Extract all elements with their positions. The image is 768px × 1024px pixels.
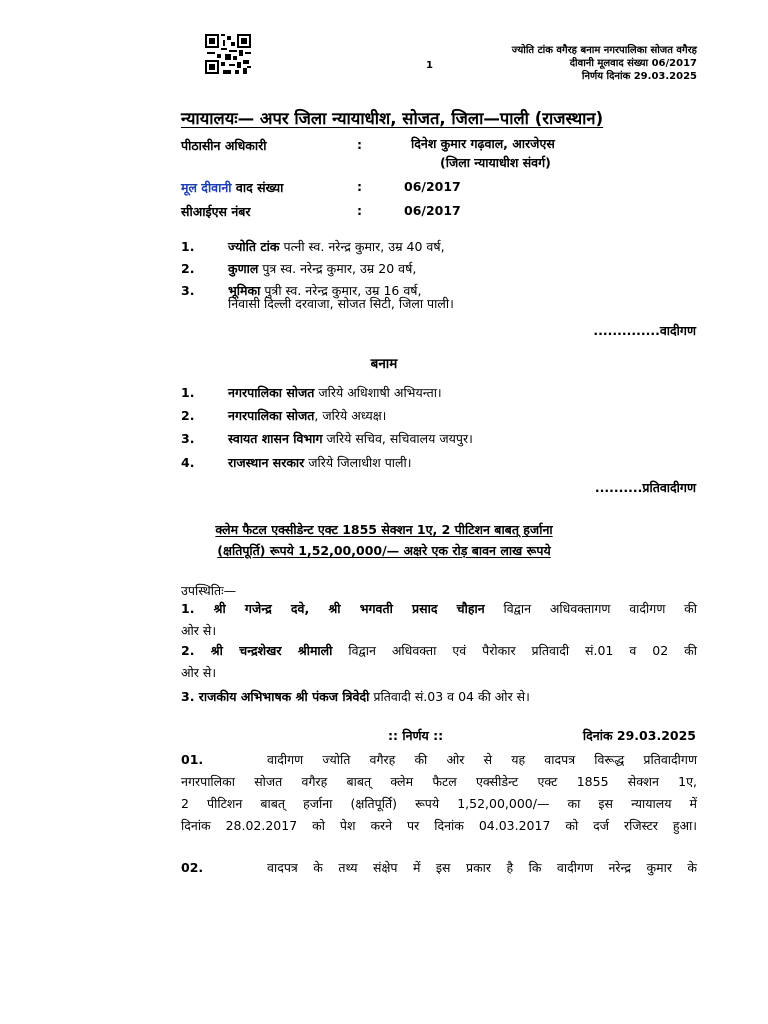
appearance-line (181, 640, 697, 662)
appearance-counsel: 2. श्री चन्द्रशेखर श्रीमाली (181, 643, 333, 658)
paragraph-line: नगरपालिका सोजत वगैरह बाबत् क्लेम फैटल एक्सीडेन्ट एक्ट 1855 सेक्शन 1ए, (181, 774, 697, 789)
appearance-counsel: 3. राजकीय अभिभाषक श्री पंकज त्रिवेदी (181, 689, 370, 704)
plaintiff-number: 1. (181, 239, 195, 254)
plaintiff-number: 3. (181, 283, 195, 298)
suit-label-highlight: मूल दीवानी (181, 180, 232, 195)
judgment-paragraph (181, 749, 697, 837)
suit-number-label (181, 179, 283, 196)
paragraph-text: वादीगण ज्योति वगैरह की ओर से यह वादपत्र विरूद्ध प्रतिवादीगण (267, 752, 697, 767)
appearance-detail: विद्वान अधिवक्ता एवं पैरोकार प्रतिवादी सं.01 व 02 की (332, 643, 697, 658)
suit-number-value: 06/2017 (404, 179, 461, 194)
plaintiff-item (228, 238, 445, 255)
defendant-number: 3. (181, 431, 195, 446)
defendant-name: स्वायत शासन विभाग (228, 431, 323, 446)
paragraph-line: 2 पीटिशन बाबत् हर्जाना (क्षतिपूर्ति) रूपये 1,52,00,000/— का इस न्यायालय में (181, 796, 697, 811)
defendant-item (228, 430, 473, 447)
judgment-paragraph (181, 857, 697, 879)
plaintiff-name: ज्योति टांक (228, 239, 280, 254)
defendant-number: 1. (181, 385, 195, 400)
claim-title-line-1: क्लेम फैटल एक्सीडेन्ट एक्ट 1855 सेक्शन 1ए, 2 पीटिशन बाबत् हर्जाना (215, 522, 553, 537)
appearance-heading: उपस्थितिः— (181, 583, 237, 598)
suit-colon: : (357, 179, 362, 194)
appearance-detail: प्रतिवादी सं.03 व 04 की ओर से। (369, 689, 530, 704)
judgment-date: दिनांक 29.03.2025 (582, 728, 696, 743)
defendant-name: नगरपालिका सोजत (228, 408, 315, 423)
plaintiff-detail: पुत्र स्व. नरेन्द्र कुमार, उम्र 20 वर्ष, (258, 261, 417, 276)
defendant-detail: , जरिये अध्यक्ष। (314, 408, 387, 423)
paragraph-line (181, 857, 697, 879)
qr-code-icon (205, 34, 251, 74)
defendant-item (228, 454, 412, 471)
defendant-item (228, 384, 442, 401)
plaintiff-item (228, 260, 416, 277)
paragraph-number: 02. (181, 860, 204, 875)
suit-label-rest: वाद संख्या (231, 180, 284, 195)
cis-colon: : (357, 203, 362, 218)
officer-label: पीठासीन अधिकारी (181, 138, 267, 153)
paragraph-text: वादपत्र के तथ्य संक्षेप में इस प्रकार है कि वादीगण नरेन्द्र कुमार के (267, 860, 697, 875)
defendant-item (228, 407, 386, 424)
appearance-item (181, 598, 697, 642)
appearance-line-continued: ओर से। (181, 665, 217, 680)
paragraph-line: दिनांक 28.02.2017 को पेश करने पर दिनांक 04.03.2017 को दर्ज रजिस्टर हुआ। (181, 818, 697, 833)
defendant-detail: जरिये जिलाधीश पाली। (304, 455, 412, 470)
defendant-detail: जरिये अधिशाषी अभियन्ता। (314, 385, 442, 400)
appearance-detail: विद्वान अधिवक्तागण वादीगण की (484, 601, 698, 616)
defendants-role: ..........प्रतिवादीगण (594, 480, 696, 495)
header-suit-number: दीवानी मूलवाद संख्या 06/2017 (569, 58, 697, 69)
plaintiff-name: भूमिका (228, 283, 261, 298)
appearance-line (181, 686, 697, 708)
header-case-title: ज्योति टांक वगैरह बनाम नगरपालिका सोजत वगैरह (511, 45, 697, 56)
header-case-info (512, 44, 697, 83)
plaintiff-detail: पत्नी स्व. नरेन्द्र कुमार, उम्र 40 वर्ष, (279, 239, 445, 254)
officer-cadre: (जिला न्यायाधीश संवर्ग) (440, 155, 551, 170)
paragraph-line (181, 749, 697, 771)
paragraph-number: 01. (181, 752, 204, 767)
versus-heading: बनाम (370, 356, 398, 372)
plaintiff-address: निवासी दिल्ली दरवाजा, सोजत सिटी, जिला पाली। (228, 296, 454, 311)
plaintiff-name: कुणाल (228, 261, 259, 276)
appearance-counsel: 1. श्री गजेन्द्र दवे, श्री भगवती प्रसाद चौहान (181, 601, 485, 616)
defendant-detail: जरिये सचिव, सचिवालय जयपुर। (322, 431, 473, 446)
judgment-heading: :: निर्णय :: (388, 728, 444, 743)
plaintiffs-role: ..............वादीगण (593, 323, 696, 338)
appearance-item (181, 640, 697, 684)
defendant-name: नगरपालिका सोजत (228, 385, 315, 400)
plaintiff-number: 2. (181, 261, 195, 276)
officer-colon: : (357, 137, 362, 152)
court-title: न्यायालयः— अपर जिला न्यायाधीश, सोजत, जिला—पाली (राजस्थान) (181, 109, 604, 128)
appearance-line-continued: ओर से। (181, 623, 217, 638)
defendant-name: राजस्थान सरकार (228, 455, 305, 470)
page-number: 1 (426, 60, 433, 71)
cis-value: 06/2017 (404, 203, 461, 218)
appearance-item (181, 686, 697, 708)
header-decision-date: निर्णय दिनांक 29.03.2025 (581, 71, 697, 82)
defendant-number: 2. (181, 408, 195, 423)
plaintiff-detail: पुत्री स्व. नरेन्द्र कुमार, उम्र 16 वर्ष, (260, 283, 422, 298)
officer-name: दिनेश कुमार गढ़वाल, आरजेएस (411, 136, 555, 151)
appearance-line (181, 598, 697, 620)
defendant-number: 4. (181, 455, 195, 470)
cis-label: सीआईएस नंबर (181, 204, 251, 219)
claim-title-line-2: (क्षतिपूर्ति) रूपये 1,52,00,000/— अक्षरे एक रोड़ बावन लाख रूपये (217, 543, 551, 558)
